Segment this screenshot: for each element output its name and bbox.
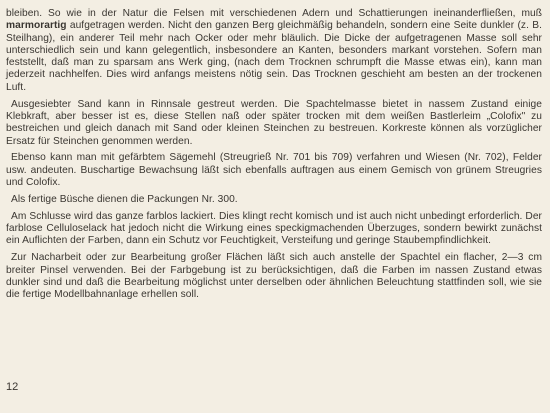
paragraph-varnish: Am Schlusse wird das ganze farblos lackiert. Dies klingt recht komisch und ist auch nicht unbedingt erforderlich. Der farblose Celluloselack hat jedoch nicht die Wirkung eines speckigmachenden Überzuges, sondern bewirkt zunächst ein Auflichten der Farben, dann ein Schutz vor Feuchtigkeit, Versteifung und geringe Staubempfindlichkeit. xyxy=(6,210,542,247)
body-text xyxy=(6,8,542,306)
paragraph-sawdust: Ebenso kann man mit gefärbtem Sägemehl (Streugrieß Nr. 701 bis 709) verfahren und Wiesen (Nr. 702), Felder usw. andeuten. Buschartige Bewachsung läßt sich ebenfalls auftragen aus einem Gemisch von grünem Streugries und Colofix. xyxy=(6,152,542,189)
paragraph-1-text-end: aufgetragen werden. Nicht den ganzen Berg gleichmäßig behandeln, sondern eine Seite dunkler (z. B. Steilhang), ein anderer Teil mehr nach Ocker oder mehr bläulich. Die Dicke der aufgetragenen Masse soll sehr unterschiedlich sein und kann gelegentlich, insbesondere an Kanten, besonders markant vorstehen. Sofern man feststellt, daß man zu sparsam ans Werk ging, (nach dem Trocknen schrumpft die Masse etwas ein), kann man jederzeit nachhelfen. Dies wird anfangs meistens nötig sein. Das Trocknen geschieht am besten an der trockenen Luft. xyxy=(6,20,542,93)
emphasis-marmorartig: marmorartig xyxy=(6,20,67,32)
paragraph-sand: Ausgesiebter Sand kann in Rinnsale gestreut werden. Die Spachtelmasse bietet in nassem Zustand einige Klebkraft, aber besser ist es, diese Stellen naß oder später trocken mit dem weißen Bastlerleim „Colofix" zu bestreichen und gleich danach mit Sand oder kleinen Steinchen zu bestreuen. Korkreste können als vorzüglicher Ersatz für Steinchen genommen werden. xyxy=(6,98,542,147)
paragraph-bushes: Als fertige Büsche dienen die Packungen Nr. 300. xyxy=(11,193,238,205)
paragraph-rock-painting xyxy=(6,8,542,94)
page-number: 12 xyxy=(6,381,19,393)
paragraph-1-text-start: bleiben. So wie in der Natur die Felsen mit verschiedenen Adern und Schattierungen ineinanderfließen, muß xyxy=(6,8,542,19)
paragraph-brush: Zur Nacharbeit oder zur Bearbeitung großer Flächen läßt sich auch anstelle der Spachtel ein flacher, 2—3 cm breiter Pinsel verwenden. Bei der Farbgebung ist zu berücksichtigen, daß die Farben im nassen Zustand etwas dunkler sind und daß die Bearbeitung möglichst unter derselben oder ähnlichen Beleuchtung stattfinden soll, wie sie die fertige Modellbahnanlage erhellen soll. xyxy=(6,252,542,301)
